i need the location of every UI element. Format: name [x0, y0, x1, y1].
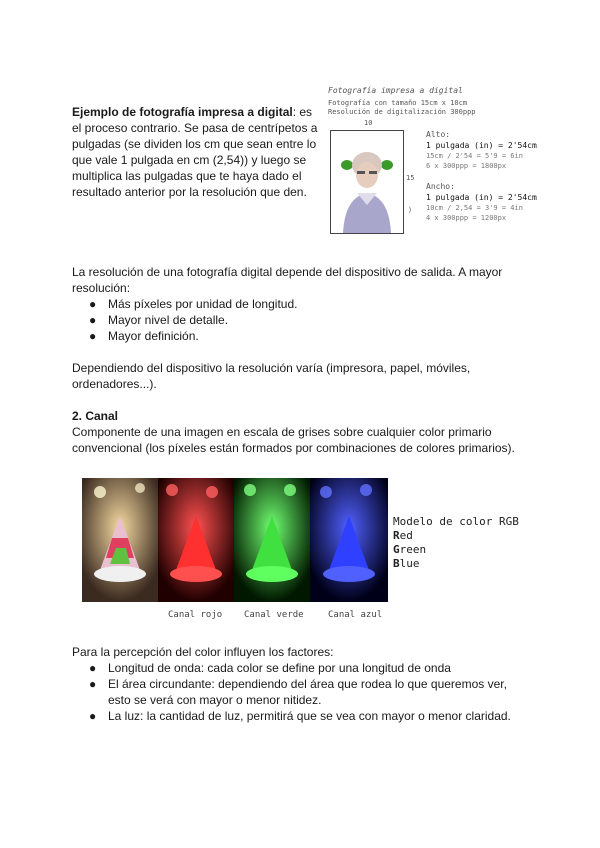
alto-line3: 6 x 300ppp = 1800px: [426, 162, 507, 170]
list-item: ● Longitud de onda: cada color se define por una longitud de onda: [89, 661, 451, 675]
bracket-mark: ⟩: [408, 206, 413, 214]
section-heading: 2. Canal: [72, 409, 119, 423]
ancho-title: Ancho:: [426, 182, 455, 191]
device-paragraph: Dependiendo del dispositivo la resolución varía (impresora, papel, móviles, ordenadores...).: [72, 361, 471, 391]
diagram-title: Fotografía impresa a digital: [328, 86, 463, 95]
list-item: ● La luz: la cantidad de luz, permitirá que se vea con mayor o menor claridad.: [89, 709, 511, 723]
caption-blue-channel: Canal azul: [328, 610, 383, 620]
factors-paragraph: Para la percepción del color influyen los factores:: [72, 645, 334, 659]
rgb-legend: [393, 515, 519, 571]
rgb-title: Modelo de color RGB: [393, 515, 519, 528]
portrait-drawing: [331, 131, 403, 233]
rgb-channels-drawing: [82, 478, 388, 602]
alto-line1: 1 pulgada (in) = 2'54cm: [426, 141, 537, 150]
ancho-line2: 10cm / 2,54 = 3'9 = 4in: [426, 204, 523, 212]
ancho-line1: 1 pulgada (in) = 2'54cm: [426, 193, 537, 202]
alto-title: Alto:: [426, 130, 451, 139]
caption-red-channel: Canal rojo: [168, 610, 223, 620]
list-item: ● Más píxeles por unidad de longitud.: [89, 297, 298, 311]
height-label: 15: [406, 174, 415, 182]
intro-paragraph: [72, 104, 324, 200]
list-item: ● Mayor nivel de detalle.: [89, 313, 229, 327]
alto-line2: 15cm / 2'54 = 5'9 = 6in: [426, 152, 523, 160]
rgb-blue: Blue: [393, 557, 420, 570]
diagram-line1: Fotografía con tamaño 15cm x 10cm: [328, 99, 468, 107]
width-label: 10: [364, 119, 373, 127]
intro-text: : es el proceso contrario. Se pasa de centrípetos a pulgadas (se dividen los cm que sean entre lo que vale 1 pulgada en cm (2,54)) y luego se multiplica las pulgadas que te haya dado el resultado anterior por la resolución que den.: [72, 105, 318, 199]
rgb-red: Red: [393, 529, 413, 542]
rgb-green: Green: [393, 543, 427, 556]
caption-green-channel: Canal verde: [244, 610, 304, 620]
list-item: ● Mayor definición.: [89, 329, 199, 343]
print-to-digital-diagram: [326, 86, 556, 236]
list-item: ● El área circundante: dependiendo del área que rodea lo que queremos ver, esto se verá con mayor o menor nitidez.: [89, 677, 507, 707]
intro-bold: Ejemplo de fotografía impresa a digital: [72, 105, 293, 119]
canal-paragraph: Componente de una imagen en escala de grises sobre cualquier color primario convencional (los píxeles están formados por combinaciones de colores primarios).: [72, 425, 515, 455]
resolution-paragraph: La resolución de una fotografía digital depende del dispositivo de salida. A mayor resolución:: [72, 265, 503, 295]
ancho-line3: 4 x 300ppp = 1200px: [426, 214, 507, 222]
resolution-list: [72, 296, 532, 344]
portrait-photo: [330, 130, 404, 234]
diagram-line2: Resolución de digitalización 300ppp: [328, 108, 476, 116]
factors-list: [72, 660, 532, 724]
rgb-channels-image: [82, 478, 388, 602]
